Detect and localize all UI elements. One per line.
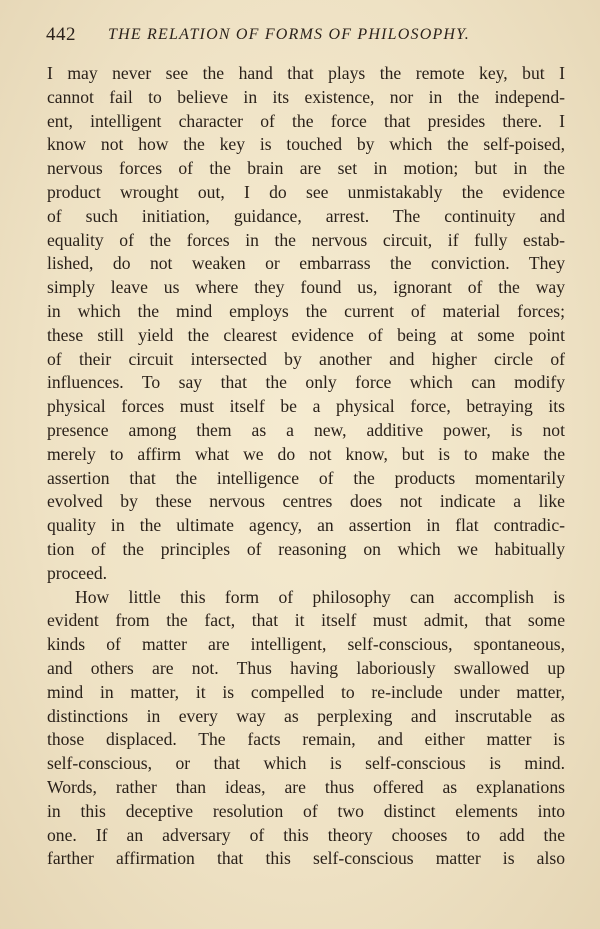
text-line: evolved by these nervous centres does not indicate a like	[47, 491, 565, 512]
text-line: farther affirmation that this self-conscious matter is also	[47, 848, 565, 869]
page-number: 442	[46, 24, 76, 45]
text-line: of their circuit intersected by another and higher circle of	[47, 348, 565, 369]
text-line: presence among them as a new, additive power, is not	[47, 419, 565, 440]
text-line: lished, do not weaken or embarrass the conviction. They	[47, 253, 565, 274]
paragraph	[47, 62, 565, 586]
text-line: merely to affirm what we do not know, but is to make the	[47, 443, 565, 464]
text-line: product wrought out, I do see unmistakably the evidence	[47, 181, 565, 202]
text-line: these still yield the clearest evidence of being at some point	[47, 324, 565, 345]
text-line: one. If an adversary of this theory chooses to add the	[47, 824, 565, 845]
text-line: of such initiation, guidance, arrest. The continuity and	[47, 205, 565, 226]
text-line: mind in matter, it is compelled to re-include under matter,	[47, 681, 565, 702]
text-line: I may never see the hand that plays the remote key, but I	[47, 63, 565, 83]
page-header	[46, 24, 566, 52]
text-line: Words, rather than ideas, are thus offered as explanations	[47, 776, 565, 797]
text-line: distinctions in every way as perplexing and inscrutable as	[47, 705, 565, 726]
text-line: simply leave us where they found us, ignorant of the way	[47, 277, 565, 298]
text-line: ent, intelligent character of the force that presides there. I	[47, 110, 565, 131]
text-line: and others are not. Thus having laboriously swallowed up	[47, 657, 565, 678]
body-text	[47, 62, 565, 871]
text-line: How little this form of philosophy can accomplish is	[75, 586, 565, 607]
running-title: THE RELATION OF FORMS OF PHILOSOPHY.	[108, 26, 471, 43]
text-line: quality in the ultimate agency, an assertion in flat contradic-	[47, 515, 565, 536]
text-line: nervous forces of the brain are set in motion; but in the	[47, 158, 565, 179]
text-line: physical forces must itself be a physical force, betraying its	[47, 396, 565, 417]
text-line: proceed.	[47, 562, 108, 583]
text-line: equality of the forces in the nervous circuit, if fully estab-	[47, 229, 565, 250]
text-line: know not how the key is touched by which the self-poised,	[47, 134, 565, 155]
text-line: influences. To say that the only force which can modify	[47, 372, 565, 393]
text-line: kinds of matter are intelligent, self-conscious, spontaneous,	[47, 634, 565, 655]
text-line: cannot fail to believe in its existence, nor in the independ-	[47, 86, 565, 107]
text-line: evident from the fact, that it itself must admit, that some	[47, 610, 565, 631]
text-line: in this deceptive resolution of two distinct elements into	[47, 800, 565, 821]
text-line: tion of the principles of reasoning on which we habitually	[47, 538, 565, 559]
paragraph	[47, 586, 565, 872]
text-line: in which the mind employs the current of material forces;	[47, 300, 565, 321]
text-line: those displaced. The facts remain, and either matter is	[47, 729, 565, 750]
text-line: assertion that the intelligence of the products momentarily	[47, 467, 565, 488]
text-line: self-conscious, or that which is self-conscious is mind.	[47, 753, 565, 774]
